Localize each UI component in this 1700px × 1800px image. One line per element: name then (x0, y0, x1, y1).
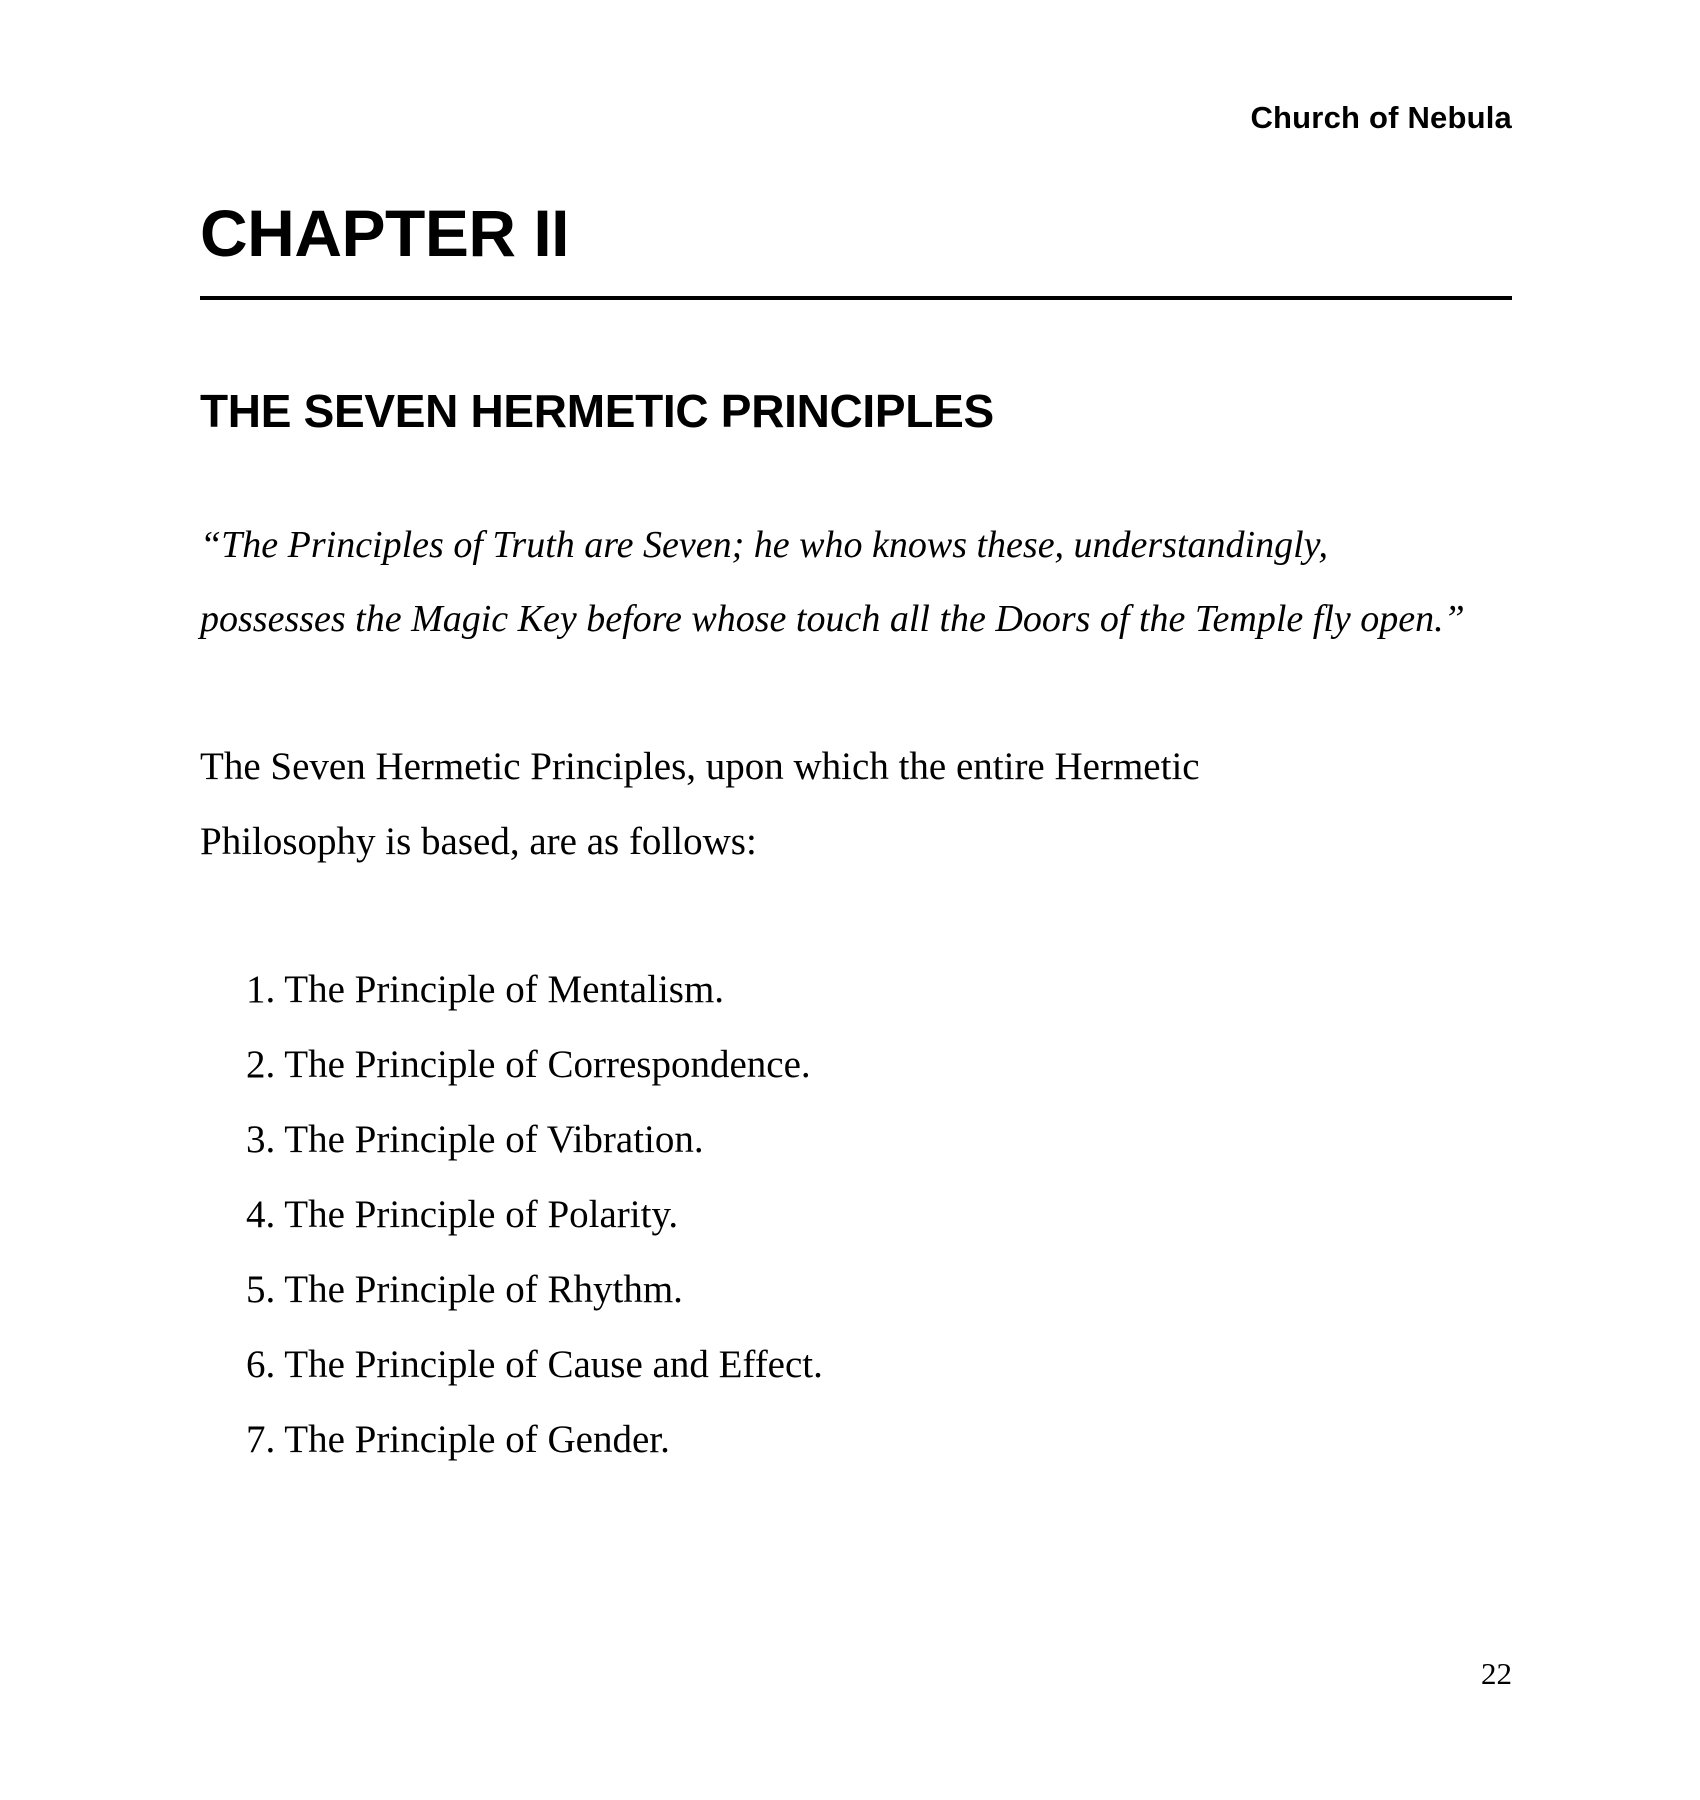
intro-line: The Seven Hermetic Principles, upon which the entire Hermetic (200, 745, 1200, 788)
intro-line: Philosophy is based, are as follows: (200, 820, 757, 863)
page-number: 22 (1481, 1656, 1512, 1691)
principle-item: 1. The Principle of Mentalism. (246, 968, 725, 1011)
running-header: Church of Nebula (1250, 100, 1512, 135)
principle-item: 6. The Principle of Cause and Effect. (246, 1343, 823, 1386)
intro-paragraph (200, 729, 1520, 879)
epigraph-line: “The Principles of Truth are Seven; he who knows these, understandingly, (200, 524, 1328, 566)
principle-item: 5. The Principle of Rhythm. (246, 1268, 683, 1311)
principles-list (246, 952, 823, 1477)
principle-item: 3. The Principle of Vibration. (246, 1118, 704, 1161)
principle-item: 2. The Principle of Correspondence. (246, 1043, 811, 1086)
principle-item: 7. The Principle of Gender. (246, 1418, 670, 1461)
epigraph-quote (200, 508, 1520, 656)
section-title: THE SEVEN HERMETIC PRINCIPLES (200, 385, 994, 437)
chapter-title: CHAPTER II (200, 196, 570, 270)
principle-item: 4. The Principle of Polarity. (246, 1193, 679, 1236)
epigraph-line: possesses the Magic Key before whose touch all the Doors of the Temple fly open.” (200, 598, 1465, 640)
chapter-divider (200, 296, 1512, 300)
